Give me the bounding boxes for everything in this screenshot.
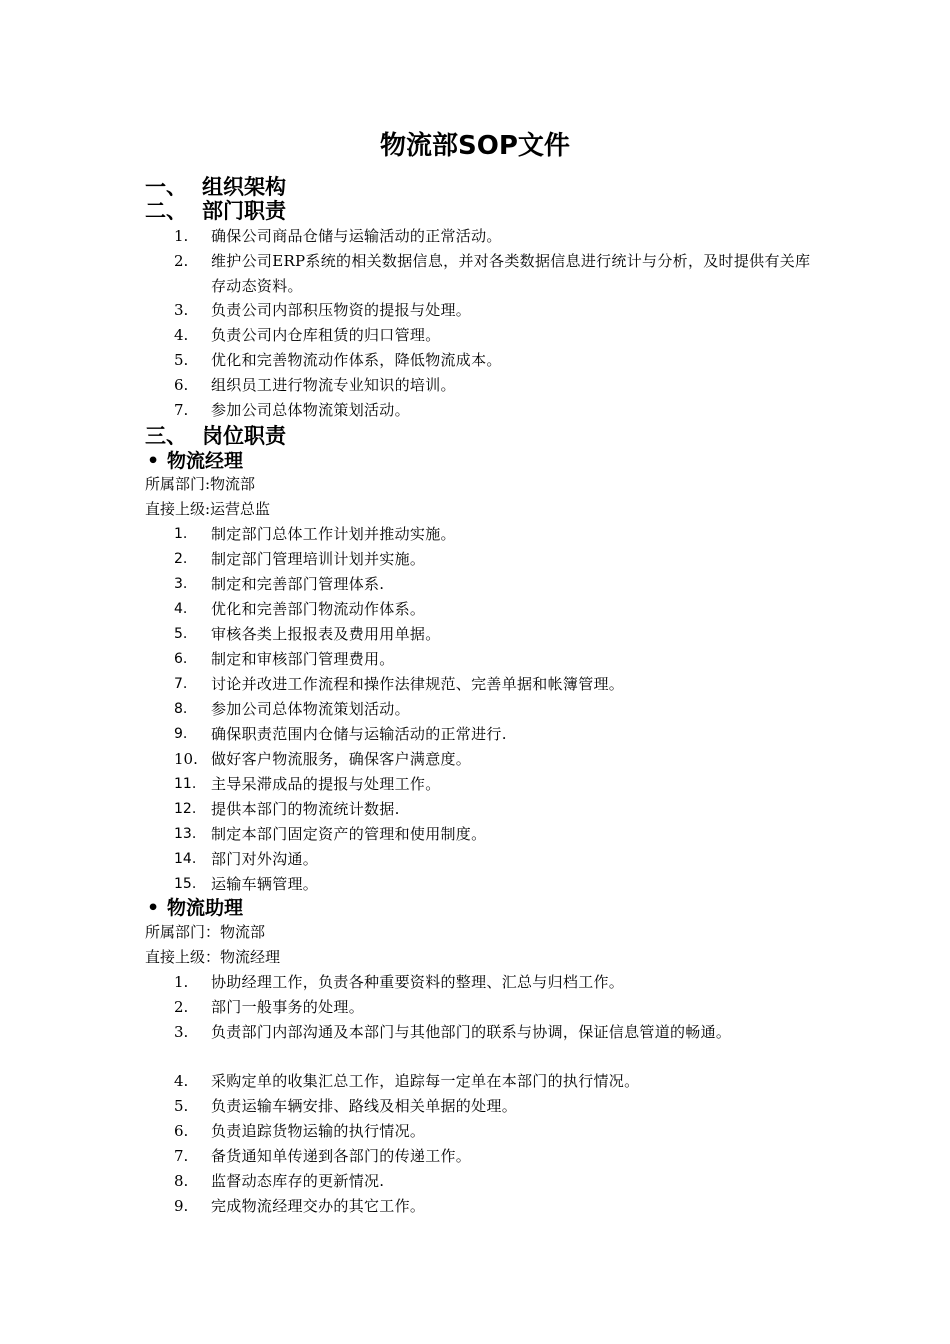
item-text: 组织员工进行物流专业知识的培训。	[211, 376, 456, 394]
item-number: 1.	[174, 526, 188, 542]
item-number: 10.	[174, 750, 198, 768]
item-number: 2.	[174, 252, 189, 270]
list-item	[174, 872, 824, 897]
role-title: 物流经理	[167, 450, 244, 472]
list-item	[174, 547, 824, 572]
item-text: 协助经理工作，负责各种重要资料的整理、汇总与归档工作。	[211, 973, 625, 991]
role-superior: 直接上级:运营总监	[145, 500, 271, 518]
section-heading-org	[145, 174, 286, 200]
item-text: 制定本部门固定资产的管理和使用制度。	[211, 825, 487, 843]
section-heading-duty	[145, 198, 286, 224]
list-item	[174, 622, 824, 647]
section-heading-post	[145, 423, 286, 449]
item-text: 监督动态库存的更新情况.	[211, 1172, 385, 1190]
item-text: 审核各类上报报表及费用用单据。	[211, 625, 441, 643]
item-text: 讨论并改进工作流程和操作法律规范、完善单据和帐簿管理。	[211, 675, 625, 693]
list-item	[174, 822, 824, 847]
list-item	[174, 1194, 824, 1219]
item-number: 11.	[174, 776, 197, 792]
list-item	[174, 348, 824, 373]
item-number: 3.	[174, 1023, 189, 1041]
list-item	[174, 249, 824, 299]
list-item	[174, 1094, 824, 1119]
list-item	[174, 1020, 824, 1045]
item-number: 5.	[174, 1097, 189, 1115]
item-text: 确保公司商品仓储与运输活动的正常活动。	[211, 227, 502, 245]
item-text: 备货通知单传递到各部门的传递工作。	[211, 1147, 472, 1165]
list-item	[174, 847, 824, 872]
item-text: 制定和审核部门管理费用。	[211, 650, 395, 668]
list-item	[174, 697, 824, 722]
item-number: 9.	[174, 726, 188, 742]
item-number: 14.	[174, 851, 197, 867]
list-item	[174, 298, 824, 323]
list-item	[174, 970, 824, 995]
list-item	[174, 747, 824, 772]
item-number: 13.	[174, 826, 197, 842]
item-text: 部门一般事务的处理。	[211, 998, 365, 1016]
item-number: 8.	[174, 701, 188, 717]
item-text: 制定和完善部门管理体系.	[211, 575, 385, 593]
section-label: 岗位职责	[202, 424, 286, 448]
list-item	[174, 1069, 824, 1094]
item-number: 7.	[174, 1147, 189, 1165]
role-superior: 直接上级：物流经理	[145, 948, 281, 966]
item-number: 3.	[174, 576, 188, 592]
role-heading-manager	[147, 449, 243, 473]
list-item	[174, 572, 824, 597]
section-number: 二、	[145, 199, 187, 223]
item-text: 负责公司内仓库租赁的归口管理。	[211, 326, 441, 344]
list-item	[174, 1119, 824, 1144]
item-text: 部门对外沟通。	[211, 850, 319, 868]
item-number: 7.	[174, 401, 189, 419]
item-number: 4.	[174, 326, 189, 344]
list-item	[174, 722, 824, 747]
item-text: 负责公司内部积压物资的提报与处理。	[211, 301, 472, 319]
role-title: 物流助理	[167, 897, 244, 919]
list-item	[174, 797, 824, 822]
bullet: •	[147, 897, 160, 919]
list-item	[174, 398, 824, 423]
item-text: 维护公司ERP系统的相关数据信息，并对各类数据信息进行统计与分析，及时提供有关库存动态资料。	[211, 252, 811, 295]
list-item	[174, 1144, 824, 1169]
list-item	[174, 672, 824, 697]
section-number: 三、	[145, 424, 187, 448]
item-number: 2.	[174, 998, 189, 1016]
item-text: 负责追踪货物运输的执行情况。	[211, 1122, 426, 1140]
item-number: 6.	[174, 1122, 189, 1140]
item-text: 参加公司总体物流策划活动。	[211, 401, 410, 419]
item-text: 采购定单的收集汇总工作，追踪每一定单在本部门的执行情况。	[211, 1072, 640, 1090]
section-label: 组织架构	[202, 175, 286, 199]
item-number: 5.	[174, 351, 189, 369]
list-item	[174, 995, 824, 1020]
item-text: 参加公司总体物流策划活动。	[211, 700, 410, 718]
item-text: 优化和完善物流动作体系，降低物流成本。	[211, 351, 502, 369]
item-text: 优化和完善部门物流动作体系。	[211, 600, 426, 618]
item-text: 做好客户物流服务，确保客户满意度。	[211, 750, 472, 768]
item-text: 完成物流经理交办的其它工作。	[211, 1197, 426, 1215]
list-item	[174, 597, 824, 622]
item-number: 3.	[174, 301, 189, 319]
role-heading-assistant	[147, 896, 243, 920]
item-number: 2.	[174, 551, 188, 567]
bullet: •	[147, 450, 160, 472]
role-department: 所属部门：物流部	[145, 923, 266, 941]
list-item	[174, 522, 824, 547]
item-text: 确保职责范围内仓储与运输活动的正常进行.	[211, 725, 507, 743]
list-item	[174, 647, 824, 672]
item-text: 制定部门总体工作计划并推动实施。	[211, 525, 456, 543]
item-number: 6.	[174, 376, 189, 394]
document-title: 物流部SOP文件	[380, 131, 570, 161]
list-item	[174, 1169, 824, 1194]
list-item	[174, 373, 824, 398]
item-number: 5.	[174, 626, 188, 642]
item-number: 12.	[174, 801, 197, 817]
item-number: 9.	[174, 1197, 189, 1215]
section-number: 一、	[145, 175, 187, 199]
item-text: 提供本部门的物流统计数据.	[211, 800, 400, 818]
item-text: 运输车辆管理。	[211, 875, 319, 893]
item-text: 负责部门内部沟通及本部门与其他部门的联系与协调，保证信息管道的畅通。	[211, 1023, 732, 1041]
list-item	[174, 323, 824, 348]
section-label: 部门职责	[202, 199, 286, 223]
item-number: 1.	[174, 227, 189, 245]
list-item	[174, 772, 824, 797]
item-text: 主导呆滞成品的提报与处理工作。	[211, 775, 441, 793]
item-number: 8.	[174, 1172, 189, 1190]
item-number: 15.	[174, 876, 197, 892]
item-text: 负责运输车辆安排、路线及相关单据的处理。	[211, 1097, 518, 1115]
item-number: 4.	[174, 1072, 189, 1090]
item-number: 1.	[174, 973, 189, 991]
item-number: 4.	[174, 601, 188, 617]
role-department: 所属部门:物流部	[145, 475, 256, 493]
item-number: 6.	[174, 651, 188, 667]
item-text: 制定部门管理培训计划并实施。	[211, 550, 426, 568]
list-item	[174, 224, 824, 249]
item-number: 7.	[174, 676, 188, 692]
